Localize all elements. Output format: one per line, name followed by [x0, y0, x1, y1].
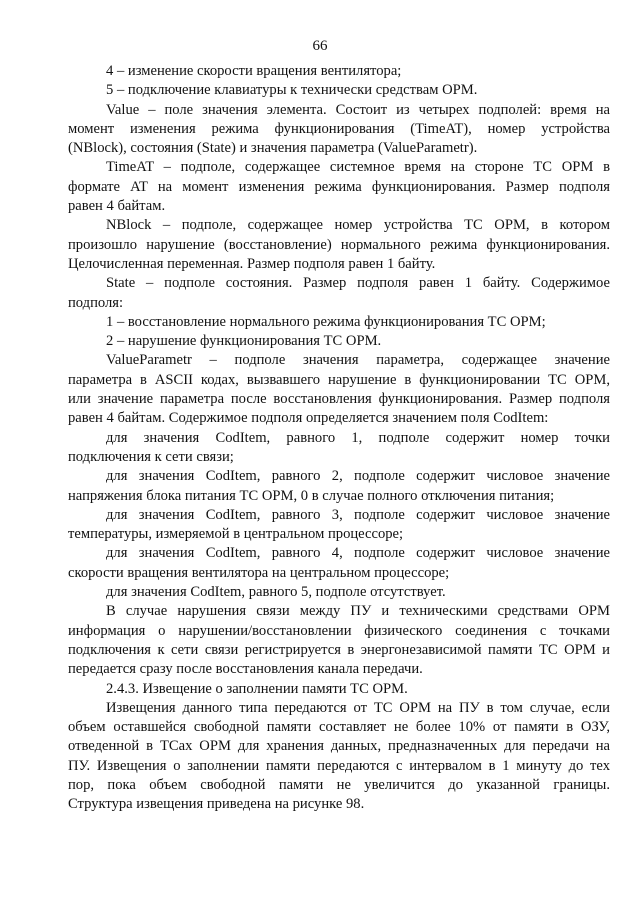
text-line: подключения к сети связи;: [68, 448, 234, 465]
text-line: для значения CodItem, равного 4, подполе содержит числовое значение: [106, 545, 610, 562]
text-line: 5 – подключение клавиатуры к технически средствам ОРМ.: [106, 82, 478, 99]
text-line: TimeAT – подполе, содержащее системное время на стороне ТС ОРМ в: [106, 159, 610, 176]
text-line: 4 – изменение скорости вращения вентилятора;: [106, 63, 402, 79]
text-line: параметра в ASCII кодах, вызвавшего нарушение в функционировании ТС ОРМ,: [68, 371, 610, 388]
text-line: пор, пока объем свободной памяти не увеличится до указанной границы.: [68, 776, 610, 793]
text-line: равен 4 байтам.: [68, 198, 166, 215]
text-line: В случае нарушения связи между ПУ и техническими средствами ОРМ: [106, 603, 610, 620]
text-line: для значения CodItem, равного 5, подполе отсутствует.: [106, 584, 446, 601]
text-line: Целочисленная переменная. Размер подполя равен 1 байту.: [68, 255, 436, 272]
page-number: 66: [312, 38, 328, 54]
text-line: отведенной в ТСах ОРМ для хранения данных, предназначенных для передачи на: [68, 738, 610, 755]
text-line: 2 – нарушение функционирования ТС ОРМ.: [106, 333, 382, 350]
text-line: момент изменения режима функционирования (TimeAT), номер устройства: [68, 120, 610, 137]
text-line: скорости вращения вентилятора на центральном процессоре;: [68, 564, 450, 581]
text-line: равен 4 байтам. Содержимое подполя определяется значением поля CodItem:: [68, 410, 549, 427]
text-line: Структура извещения приведена на рисунке 98.: [68, 796, 365, 813]
text-line: напряжения блока питания ТС ОРМ, 0 в случае полного отключения питания;: [68, 487, 555, 504]
text-line: подключения к сети связи регистрируется в энергонезависимой памяти ТС ОРМ и: [68, 641, 610, 658]
text-line: или значение параметра после восстановления функционирования. Размер подполя: [68, 391, 610, 408]
text-line: температуры, измеряемой в центральном процессоре;: [68, 526, 404, 543]
text-line: подполя:: [68, 294, 124, 311]
text-line: (NBlock), состояния (State) и значения параметра (ValueParametr).: [68, 140, 478, 157]
text-line: формате AT на момент изменения режима функционирования. Размер подполя: [68, 178, 610, 195]
text-line: Value – поле значения элемента. Состоит из четырех подполей: время на: [106, 101, 610, 118]
text-line: объем оставшейся свободной памяти составляет не более 10% от памяти в ОЗУ,: [68, 719, 610, 736]
text-line: информация о нарушении/восстановлении физического соединения с точками: [68, 622, 610, 639]
text-line: произошло нарушение (восстановление) нормального режима функционирования.: [68, 236, 610, 253]
text-line: 2.4.3. Извещение о заполнении памяти ТС ОРМ.: [106, 680, 408, 697]
text-line: для значения CodItem, равного 3, подполе содержит числовое значение: [106, 506, 610, 523]
document-body: [68, 62, 610, 815]
text-line: ПУ. Извещения о заполнении памяти передаются с интервалом в 1 минуту до тех: [68, 757, 610, 774]
text-line: 1 – восстановление нормального режима функционирования ТС ОРМ;: [106, 313, 546, 330]
text-line: ValueParametr – подполе значения параметра, содержащее значение: [106, 352, 610, 369]
text-line: передается сразу после восстановления канала передачи.: [68, 661, 423, 678]
text-line: для значения CodItem, равного 2, подполе содержит числовое значение: [106, 468, 610, 485]
text-line: NBlock – подполе, содержащее номер устройства ТС ОРМ, в котором: [106, 217, 610, 234]
text-line: State – подполе состояния. Размер подполя равен 1 байту. Содержимое: [106, 275, 610, 292]
text-line: для значения CodItem, равного 1, подполе содержит номер точки: [106, 429, 610, 446]
text-line: Извещения данного типа передаются от ТС ОРМ на ПУ в том случае, если: [106, 699, 610, 716]
